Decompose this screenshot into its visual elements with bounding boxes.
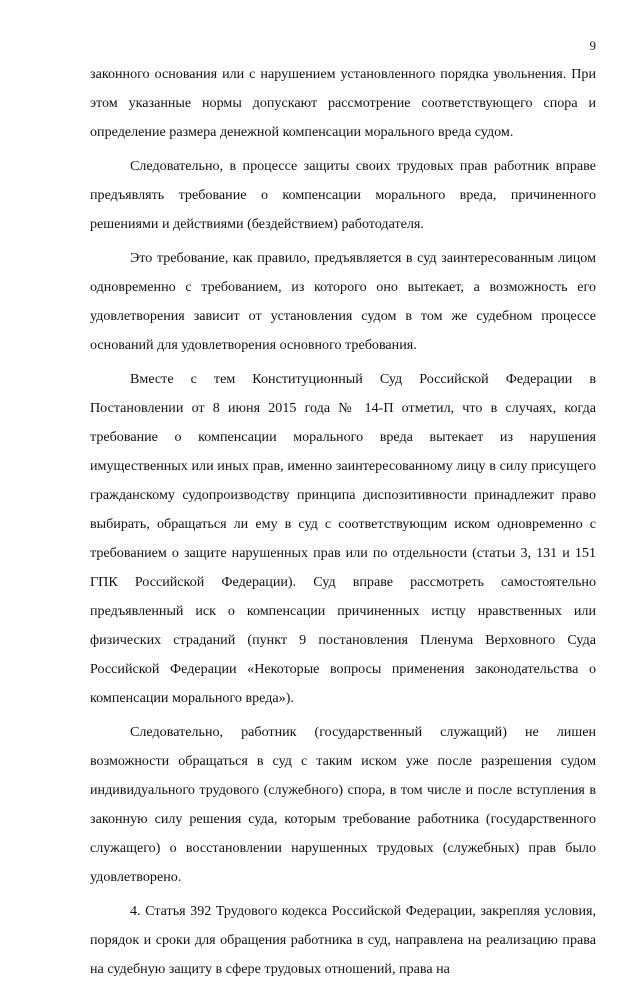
paragraph-moral-harm-claim: Следовательно, в процессе защиты своих трудовых прав работник вправе предъявлять требование о компенсации морального вреда, причиненного решениями и действиями (бездействием) работодателя. [90, 158, 596, 232]
paragraph-claim-filing: Это требование, как правило, предъявляется в суд заинтересованным лицом одновременно с требованием, из которого оно вытекает, а возможность его удовлетворения зависит от установления судом в том же судебном процессе оснований для удовлетворения основного требования. [90, 250, 596, 353]
paragraph-constitutional-court: Вместе с тем Конституционный Суд Российской Федерации в Постановлении от 8 июня 2015 года № 14-П отметил, что в случаях, когда требование о компенсации морального вреда вытекает из нарушения имущественных или иных прав, именно заинтересованному лицу в силу присущего гражданскому судопроизводству принципа диспозитивности принадлежит право выбирать, обращаться ли ему в суд с соответствующим иском одновременно с требованием о защите нарушенных прав или по отдельности (статьи 3, 131 и 151 ГПК Российской Федерации). Суд вправе рассмотреть самостоятельно предъявленный иск о компенсации причиненных истцу нравственных или физических страданий (пункт 9 постановления Пленума Верховного Суда Российской Федерации «Некоторые вопросы применения законодательства о компенсации морального вреда»). [90, 371, 596, 706]
paragraph-article-392: 4. Статья 392 Трудового кодекса Российской Федерации, закрепляя условия, порядок и сроки для обращения работника в суд, направлена на реализацию права на судебную защиту в сфере трудовых отношений, права на [90, 903, 596, 977]
paragraph-continuation: законного основания или с нарушением установленного порядка увольнения. При этом указанные нормы допускают рассмотрение соответствующего спора и определение размера денежной компенсации морального вреда судом. [90, 66, 596, 140]
paragraph-employee-rights: Следовательно, работник (государственный служащий) не лишен возможности обращаться в суд с таким иском уже после разрешения судом индивидуального трудового (служебного) спора, в том числе и после вступления в законную силу решения суда, которым требование работника (государственного служащего) о восстановлении нарушенных трудовых (служебных) прав было удовлетворено. [90, 724, 596, 885]
document-body [90, 60, 596, 984]
page-number: 9 [589, 38, 596, 53]
